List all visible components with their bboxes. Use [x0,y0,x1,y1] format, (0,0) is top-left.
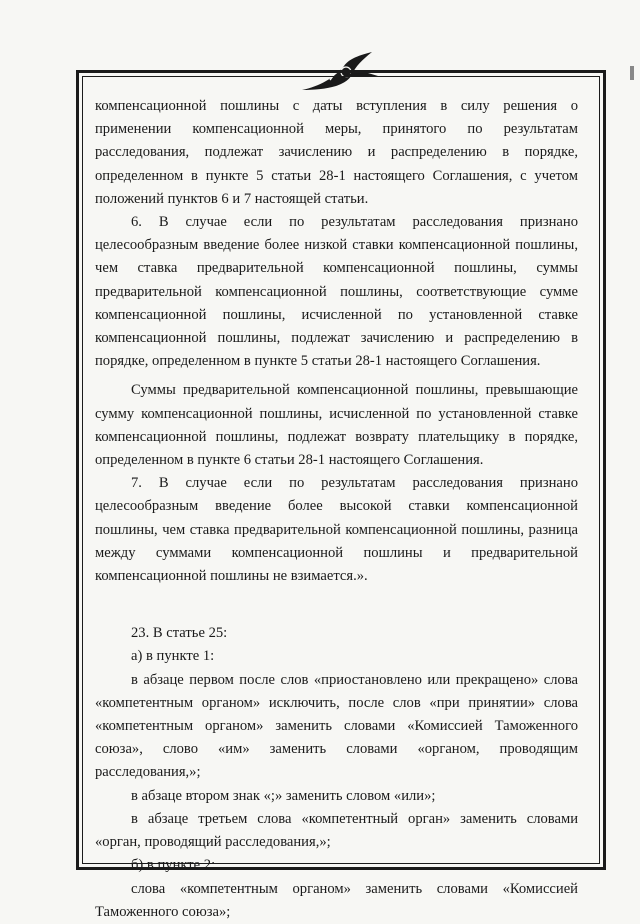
paragraph-article-25: 23. В статье 25: [131,625,228,642]
paragraph-subpoint-a: а) в пункте 1: [131,648,215,665]
paragraph-abzac-1: в абзаце первом после слов «приостановлено или прекращено» слова «компетентным органом» исключить, после слов «при принятии» слова «компетентным органом» заменить словами «Комиссией Таможенного союза», слово «им» заменить словами «органом, проводящим расследования,»; [95,671,578,781]
scan-edge-mark [630,66,634,80]
paragraph-point-7: 7. В случае если по результатам расследования признано целесообразным введение более высокой ставки компенсационной пошлины, чем ставка предварительной компенсационной пошлины, разница между суммами компенсационной пошлины и предварительной компенсационной пошлины не взимается.». [95,475,578,585]
paragraph-point-6: 6. В случае если по результатам расследования признано целесообразным введение более низкой ставки компенсационной пошлины, чем ставка предварительной компенсационной пошлины, суммы предварительной компенсационной пошлины, соответствующие сумме компенсационной пошлины, исчисленной по установленной ставке компенсационной пошлины, подлежат зачислению и распределению в порядке, определенном в пункте 5 статьи 28-1 настоящего Соглашения. [95,214,578,370]
paragraph-abzac-3: в абзаце третьем слова «компетентный орган» заменить словами «орган, проводящий расследования,»; [95,810,578,851]
paragraph-refund: Суммы предварительной компенсационной пошлины, превышающие сумму компенсационной пошлины, исчисленной по установленной ставке компенсационной пошлины, подлежат возврату плательщику в порядке, определенном в пункте 6 статьи 28-1 настоящего Соглашения. [95,382,578,469]
paragraph-words-replace: слова «компетентным органом» заменить словами «Комиссией Таможенного союза»; [95,880,578,920]
paragraph-abzac-2: в абзаце втором знак «;» заменить словом «или»; [131,787,436,804]
paragraph-subpoint-b: б) в пункте 2: [131,857,216,874]
document-body [95,95,578,924]
paragraph-continuation: компенсационной пошлины с даты вступления в силу решения о применении компенсационной меры, принятого по результатам расследования, подлежат зачислению и распределению в порядке, определенном в пункте 5 статьи 28-1 настоящего Соглашения, с учетом положений пунктов 6 и 7 настоящей статьи. [95,98,578,207]
